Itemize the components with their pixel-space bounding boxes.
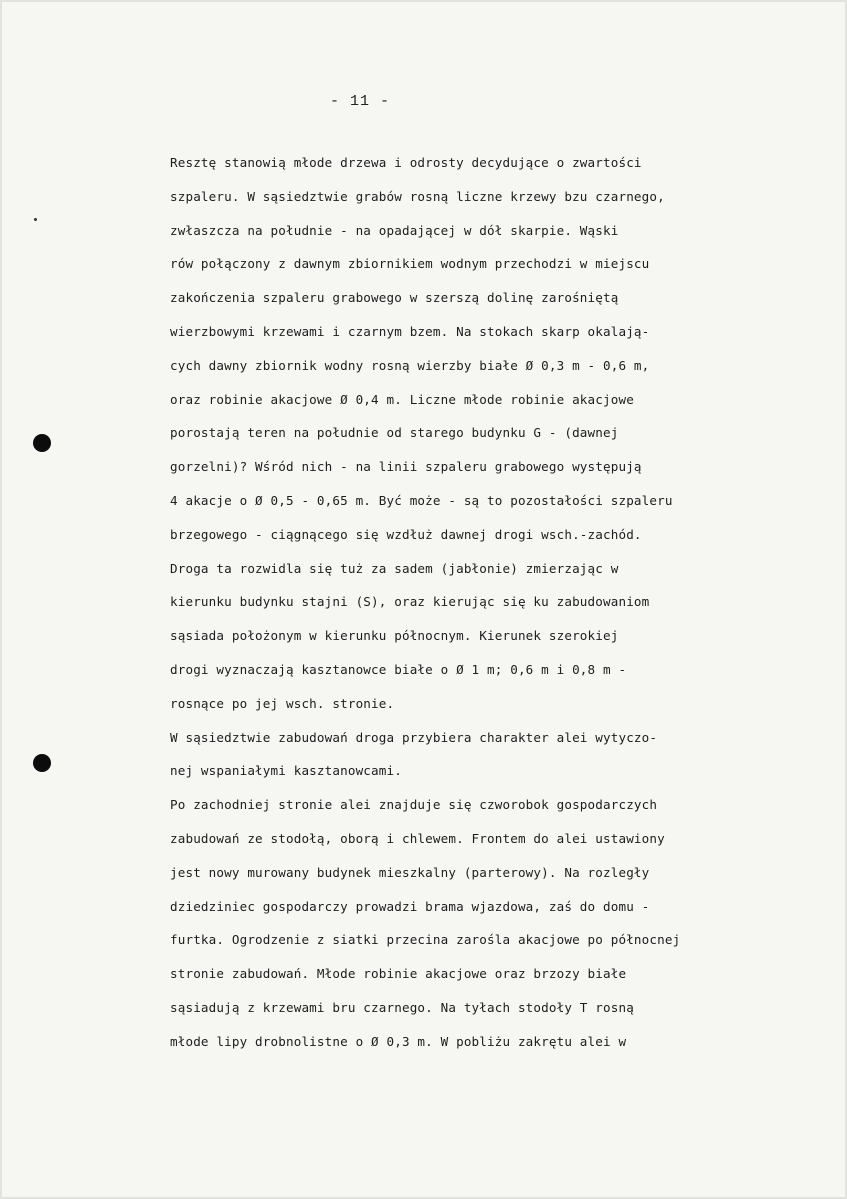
text-line: sąsiadują z krzewami bru czarnego. Na tyłach stodoły T rosną	[170, 999, 634, 1015]
text-line: zwłaszcza na południe - na opadającej w dół skarpie. Wąski	[170, 222, 619, 238]
page-number: - 11 -	[329, 93, 390, 110]
text-line: Resztę stanowią młode drzewa i odrosty decydujące o zwartości	[170, 155, 642, 170]
text-line: sąsiada położonym w kierunku północnym. Kierunek szerokiej	[170, 628, 619, 644]
text-line: stronie zabudowań. Młode robinie akacjowe oraz brzozy białe	[170, 966, 627, 982]
text-line: 4 akacje o Ø 0,5 - 0,65 m. Być może - są to pozostałości szpaleru	[170, 492, 673, 508]
text-line: jest nowy murowany budynek mieszkalny (parterowy). Na rozległy	[170, 864, 650, 880]
text-line: dziedziniec gospodarczy prowadzi brama wjazdowa, zaś do domu -	[170, 898, 650, 914]
text-line: brzegowego - ciągnącego się wzdłuż dawnej drogi wsch.-zachód.	[170, 526, 642, 542]
text-line: porostają teren na południe od starego budynku G - (dawnej	[170, 425, 619, 441]
text-line: młode lipy drobnolistne o Ø 0,3 m. W pobliżu zakrętu alei w	[170, 1033, 627, 1049]
text-line: nej wspaniałymi kasztanowcami.	[170, 763, 402, 779]
punch-hole-top	[33, 434, 51, 452]
text-line: zabudowań ze stodołą, oborą i chlewem. Frontem do alei ustawiony	[170, 830, 665, 846]
text-line: Po zachodniej stronie alei znajduje się czworobok gospodarczych	[170, 797, 658, 813]
text-line: gorzelni)? Wśród nich - na linii szpaleru grabowego występują	[170, 459, 642, 475]
text-line: W sąsiedztwie zabudowań droga przybiera charakter alei wytyczo-	[170, 729, 658, 745]
text-line: rów połączony z dawnym zbiornikiem wodnym przechodzi w miejscu	[170, 256, 650, 272]
text-line: oraz robinie akacjowe Ø 0,4 m. Liczne młode robinie akacjowe	[170, 391, 634, 407]
text-line: szpaleru. W sąsiedztwie grabów rosną liczne krzewy bzu czarnego,	[170, 188, 665, 204]
text-line: wierzbowymi krzewami i czarnym bzem. Na stokach skarp okalają-	[170, 323, 650, 339]
text-line: kierunku budynku stajni (S), oraz kierując się ku zabudowaniom	[170, 594, 650, 610]
text-line: rosnące po jej wsch. stronie.	[170, 695, 395, 711]
body-text	[170, 146, 830, 1059]
text-line: cych dawny zbiornik wodny rosną wierzby białe Ø 0,3 m - 0,6 m,	[170, 357, 650, 373]
text-line: furtka. Ogrodzenie z siatki przecina zarośla akacjowe po północnej	[170, 932, 681, 948]
paper-speck	[34, 218, 37, 221]
text-line: Droga ta rozwidla się tuż za sadem (jabłonie) zmierzając w	[170, 560, 619, 576]
text-line: drogi wyznaczają kasztanowce białe o Ø 1 m; 0,6 m i 0,8 m -	[170, 661, 627, 677]
punch-hole-bottom	[33, 754, 51, 772]
text-line: zakończenia szpaleru grabowego w szerszą dolinę zarośniętą	[170, 290, 619, 306]
